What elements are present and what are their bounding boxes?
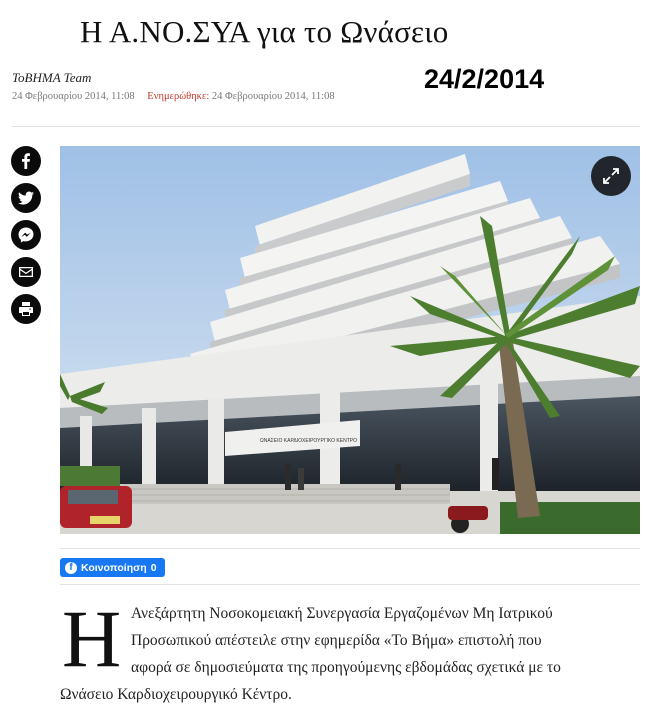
expand-image-button[interactable] (591, 156, 631, 196)
dropcap-letter: Η (62, 593, 122, 684)
updated-label: Ενημερώθηκε: (147, 91, 210, 102)
hero-image[interactable] (60, 146, 640, 534)
facebook-icon: f (65, 562, 77, 574)
expand-icon (601, 166, 621, 186)
date-stamp: 24/2/2014 (424, 64, 545, 94)
divider (12, 126, 640, 127)
building-sign: ΩΝΑΣΕΙΟ ΚΑΡΔΙΟΧΕΙΡΟΥΡΓΙΚΟ ΚΕΝΤΡΟ (260, 438, 357, 444)
facebook-share-button[interactable] (60, 558, 165, 577)
lead-line-2: Προσωπικού απέστειλε στην εφημερίδα «Το Βήμα» επιστολή που (131, 632, 542, 649)
facebook-share-label: Κοινοποίηση (81, 561, 147, 574)
share-facebook-button[interactable] (11, 146, 41, 176)
share-messenger-button[interactable] (11, 220, 41, 250)
lead-line-4: Ωνάσειο Καρδιοχειρουργικό Κέντρο. (60, 686, 292, 703)
email-icon (18, 264, 34, 280)
article-title: Η Α.ΝΟ.ΣΥΑ για το Ωνάσειο (80, 14, 449, 49)
author-name[interactable]: ToBHMA Team (12, 70, 92, 85)
messenger-icon (18, 227, 34, 243)
share-print-button[interactable] (11, 294, 41, 324)
updated-date: 24 Φεβρουαρίου 2014, 11:08 (211, 91, 335, 102)
lead-line-3: αφορά σε δημοσιεύματα της προηγούμενης εβδομάδας σχετικά με το (131, 659, 561, 676)
share-rail (11, 146, 41, 331)
hospital-building-photo (60, 146, 640, 534)
share-email-button[interactable] (11, 257, 41, 287)
share-twitter-button[interactable] (11, 183, 41, 213)
twitter-icon (18, 190, 34, 206)
print-icon (18, 301, 34, 317)
divider (60, 584, 640, 585)
published-date: 24 Φεβρουαρίου 2014, 11:08 (12, 91, 135, 102)
lead-line-1: Ανεξάρτητη Νοσοκομειακή Συνεργασία Εργαζομένων Μη Ιατρικού (131, 605, 553, 622)
facebook-icon (18, 153, 34, 169)
divider (60, 548, 640, 549)
facebook-share-count: 0 (150, 561, 157, 574)
article-meta (12, 91, 335, 102)
